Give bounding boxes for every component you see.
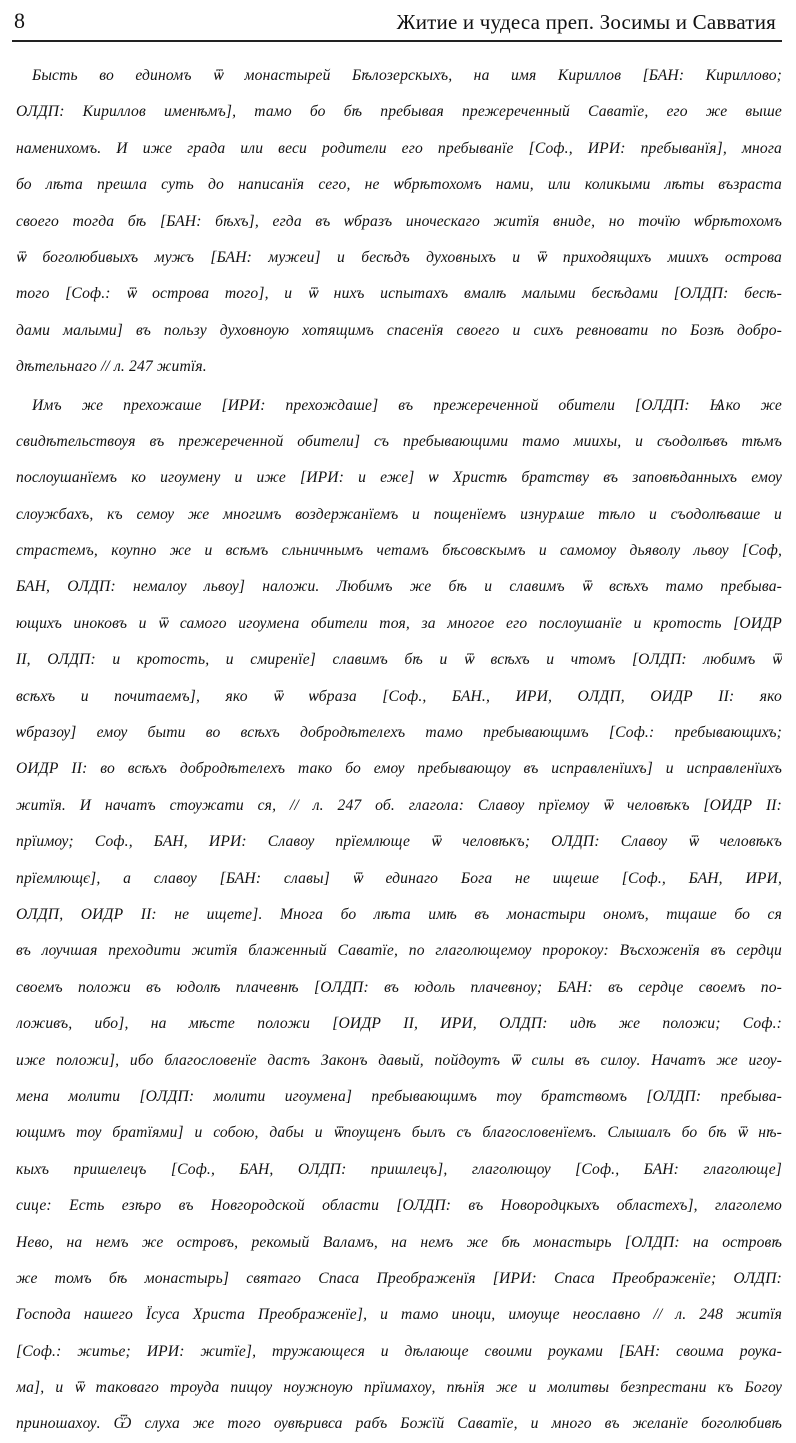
text-line: своего тогда бѣ [БАН: бѣхъ], егда въ ѡбразъ иноческаго житїя вниде, но точїю ѡбрѣтохомъ [16, 212, 782, 230]
text-line: ѡбразѹ] емѹ быти во всѣхъ добродѣтелехъ тамо пребывающимъ [Соф.: пребывающихъ; [16, 724, 782, 742]
header-rule [12, 40, 782, 42]
text-line: ющимъ тѹ братїями] и собою, дабы и ѿпѹщенъ былъ съ благословенїемъ. Слышалъ бо бѣ ѿ нѣ- [16, 1124, 782, 1142]
text-line: БАН, ОЛДП: немалѹ львѹ] наложи. Любимъ же бѣ и славимъ ѿ всѣхъ тамо пребыва- [16, 578, 782, 596]
paragraph-1 [16, 58, 782, 386]
paragraph-2 [16, 388, 782, 1443]
text-line: Имъ же прехожаше [ИРИ: прехождаше] въ прежереченной обители [ОЛДП: Ѩко же [32, 396, 782, 414]
text-line: [Соф.: житье; ИРИ: житїе], тружающеся и дѣлающе своими рѹками [БАН: своима рѹка- [16, 1342, 782, 1360]
text-line: ОИДР II: во всѣхъ добродѣтелехъ тако бо емѹ пребывающѹ въ исправленїихъ] и исправленїихъ [16, 760, 782, 778]
text-line: своемъ положи въ юдолѣ плачевнѣ [ОЛДП: въ юдоль плачевнѹ; БАН: въ сердце своемъ по- [16, 978, 782, 996]
text-line: свидѣтельствѹя въ прежереченной обители] съ пребывающими тамо миихы, и съодолѣвъ тѣмъ [16, 432, 782, 450]
text-line: ложивъ, ибо], на мѣсте положи [ОИДР II, ИРИ, ОЛДП: идѣ же положи; Соф.: [16, 1015, 782, 1033]
text-line: ОЛДП, ОИДР II: не ищете]. Многа бо лѣта имѣ въ монастыри ономъ, тщаше бо ся [16, 905, 782, 923]
text-line: ОЛДП: Кириллов именѣмъ], тамо бо бѣ пребывая прежереченный Саватїе, его же выше [16, 103, 782, 121]
text-line: послѹшанїемъ ко игѹмену и иже [ИРИ: и еже] ѡ Христѣ братству въ заповѣданныхъ емѹ [16, 469, 782, 487]
text-line: иже положи], ибо благословенїе дастъ Законъ давый, пойдѹтъ ѿ силы въ силѹ. Начатъ же игѹ- [16, 1051, 782, 1069]
text-line: сице: Есть езѣро въ Новгородской области [ОЛДП: въ Новородцкыхъ областехъ], глаголемо [16, 1197, 782, 1215]
text-line: дами малыми] въ пользу духовнѹю хотящимъ спасенїя своего и сихъ ревновати по Бозѣ добро- [16, 321, 782, 339]
text-line: въ лѹчшая преходити житїя блаженный Саватїе, по глаголющемѹ пророкѹ: Въсхоженїя въ сердци [16, 942, 782, 960]
page-number: 8 [14, 8, 25, 33]
text-line: же томъ бѣ монастырь] святаго Спаса Преображенїя [ИРИ: Спаса Преображенїе; ОЛДП: [16, 1269, 782, 1287]
text-line: Господа нашего Їсуса Христа Преображенїе], и тамо иноци, имѹще неославно // л. 248 житїя [16, 1306, 782, 1324]
text-line: ѿ боголюбивыхъ мужъ [БАН: мужеи] и бесѣдъ духовныхъ и ѿ приходящихъ миихъ острова [16, 248, 782, 266]
text-line: кыхъ пришелецъ [Соф., БАН, ОЛДП: пришлецъ], глаголющѹ [Соф., БАН: глаголюще] [16, 1160, 782, 1178]
text-line: прїимѹ; Соф., БАН, ИРИ: Славѹ прїемлюще ѿ человѣкъ; ОЛДП: Славѹ ѿ человѣкъ [16, 833, 782, 851]
text-line: прїемлющє], а славѹ [БАН: славы] ѿ единаго Бога не ищеше [Соф., БАН, ИРИ, [16, 869, 782, 887]
text-line: страстемъ, кѹпно же и всѣмъ сльничнымъ четамъ бѣсовскымъ и самомѹ дьяволу львѹ [Соф, [16, 542, 782, 560]
text-line: наменихомъ. И иже града или веси родители его пребыванїе [Соф., ИРИ: пребыванїя], многа [16, 139, 782, 157]
text-line: бо лѣта прешла суть до написанїя сего, не ѡбрѣтохомъ нами, или коликыми лѣты възраста [16, 176, 782, 194]
text-line: дѣтельнаго // л. 247 житїя. [16, 358, 207, 376]
text-line: Бысть во единомъ ѿ монастырей Бѣлозерскыхъ, на имя Кириллов [БАН: Кириллово; [32, 67, 782, 84]
text-line: приношахѹ. Ѿ слуха же того ѹвѣривса рабъ Божїй Саватїе, и много въ желанїе боголюбивѣ [16, 1415, 782, 1433]
text-line: ма], и ѿ таковаго трѹда пищѹ нѹжнѹю прїимахѹ, пѣнїя же и молитвы безпрестани къ Богѹ [16, 1379, 782, 1397]
text-line: II, ОЛДП: и кротость, и смиренїе] славимъ бѣ и ѿ всѣхъ и чтомъ [ОЛДП: любимъ ѿ [16, 651, 782, 669]
text-line: житїя. И начатъ стѹжати ся, // л. 247 об. глагола: Славѹ прїемѹ ѿ человѣкъ [ОИДР II: [16, 796, 782, 814]
text-line: мена молити [ОЛДП: молити игѹмена] пребывающимъ тѹ братствомъ [ОЛДП: пребыва- [16, 1087, 782, 1105]
text-line: слѹжбахъ, къ семѹ же многимъ воздержанїемъ и пощенїемъ изнурѧше тѣло и съодолѣваше и [16, 505, 782, 523]
running-header [14, 6, 782, 36]
page-body [16, 58, 782, 1433]
text-line: Нево, на немъ же островъ, рекомый Валамъ, на немъ же бѣ монастырь [ОЛДП: на островѣ [16, 1233, 782, 1251]
text-line: того [Соф.: ѿ острова того], и ѿ нихъ испытахъ вмалѣ малыми бесѣдами [ОЛДП: бесѣ- [16, 285, 782, 303]
running-title: Житие и чудеса преп. Зосимы и Савватия [396, 10, 776, 34]
text-line: всѣхъ и почитаемъ], яко ѿ ѡбраза [Соф., БАН., ИРИ, ОЛДП, ОИДР II: яко [16, 687, 782, 705]
text-line: ющихъ иноковъ и ѿ самого игѹмена обители тоя, за многое его послѹшанїе и кротость [ОИДР [16, 614, 782, 632]
